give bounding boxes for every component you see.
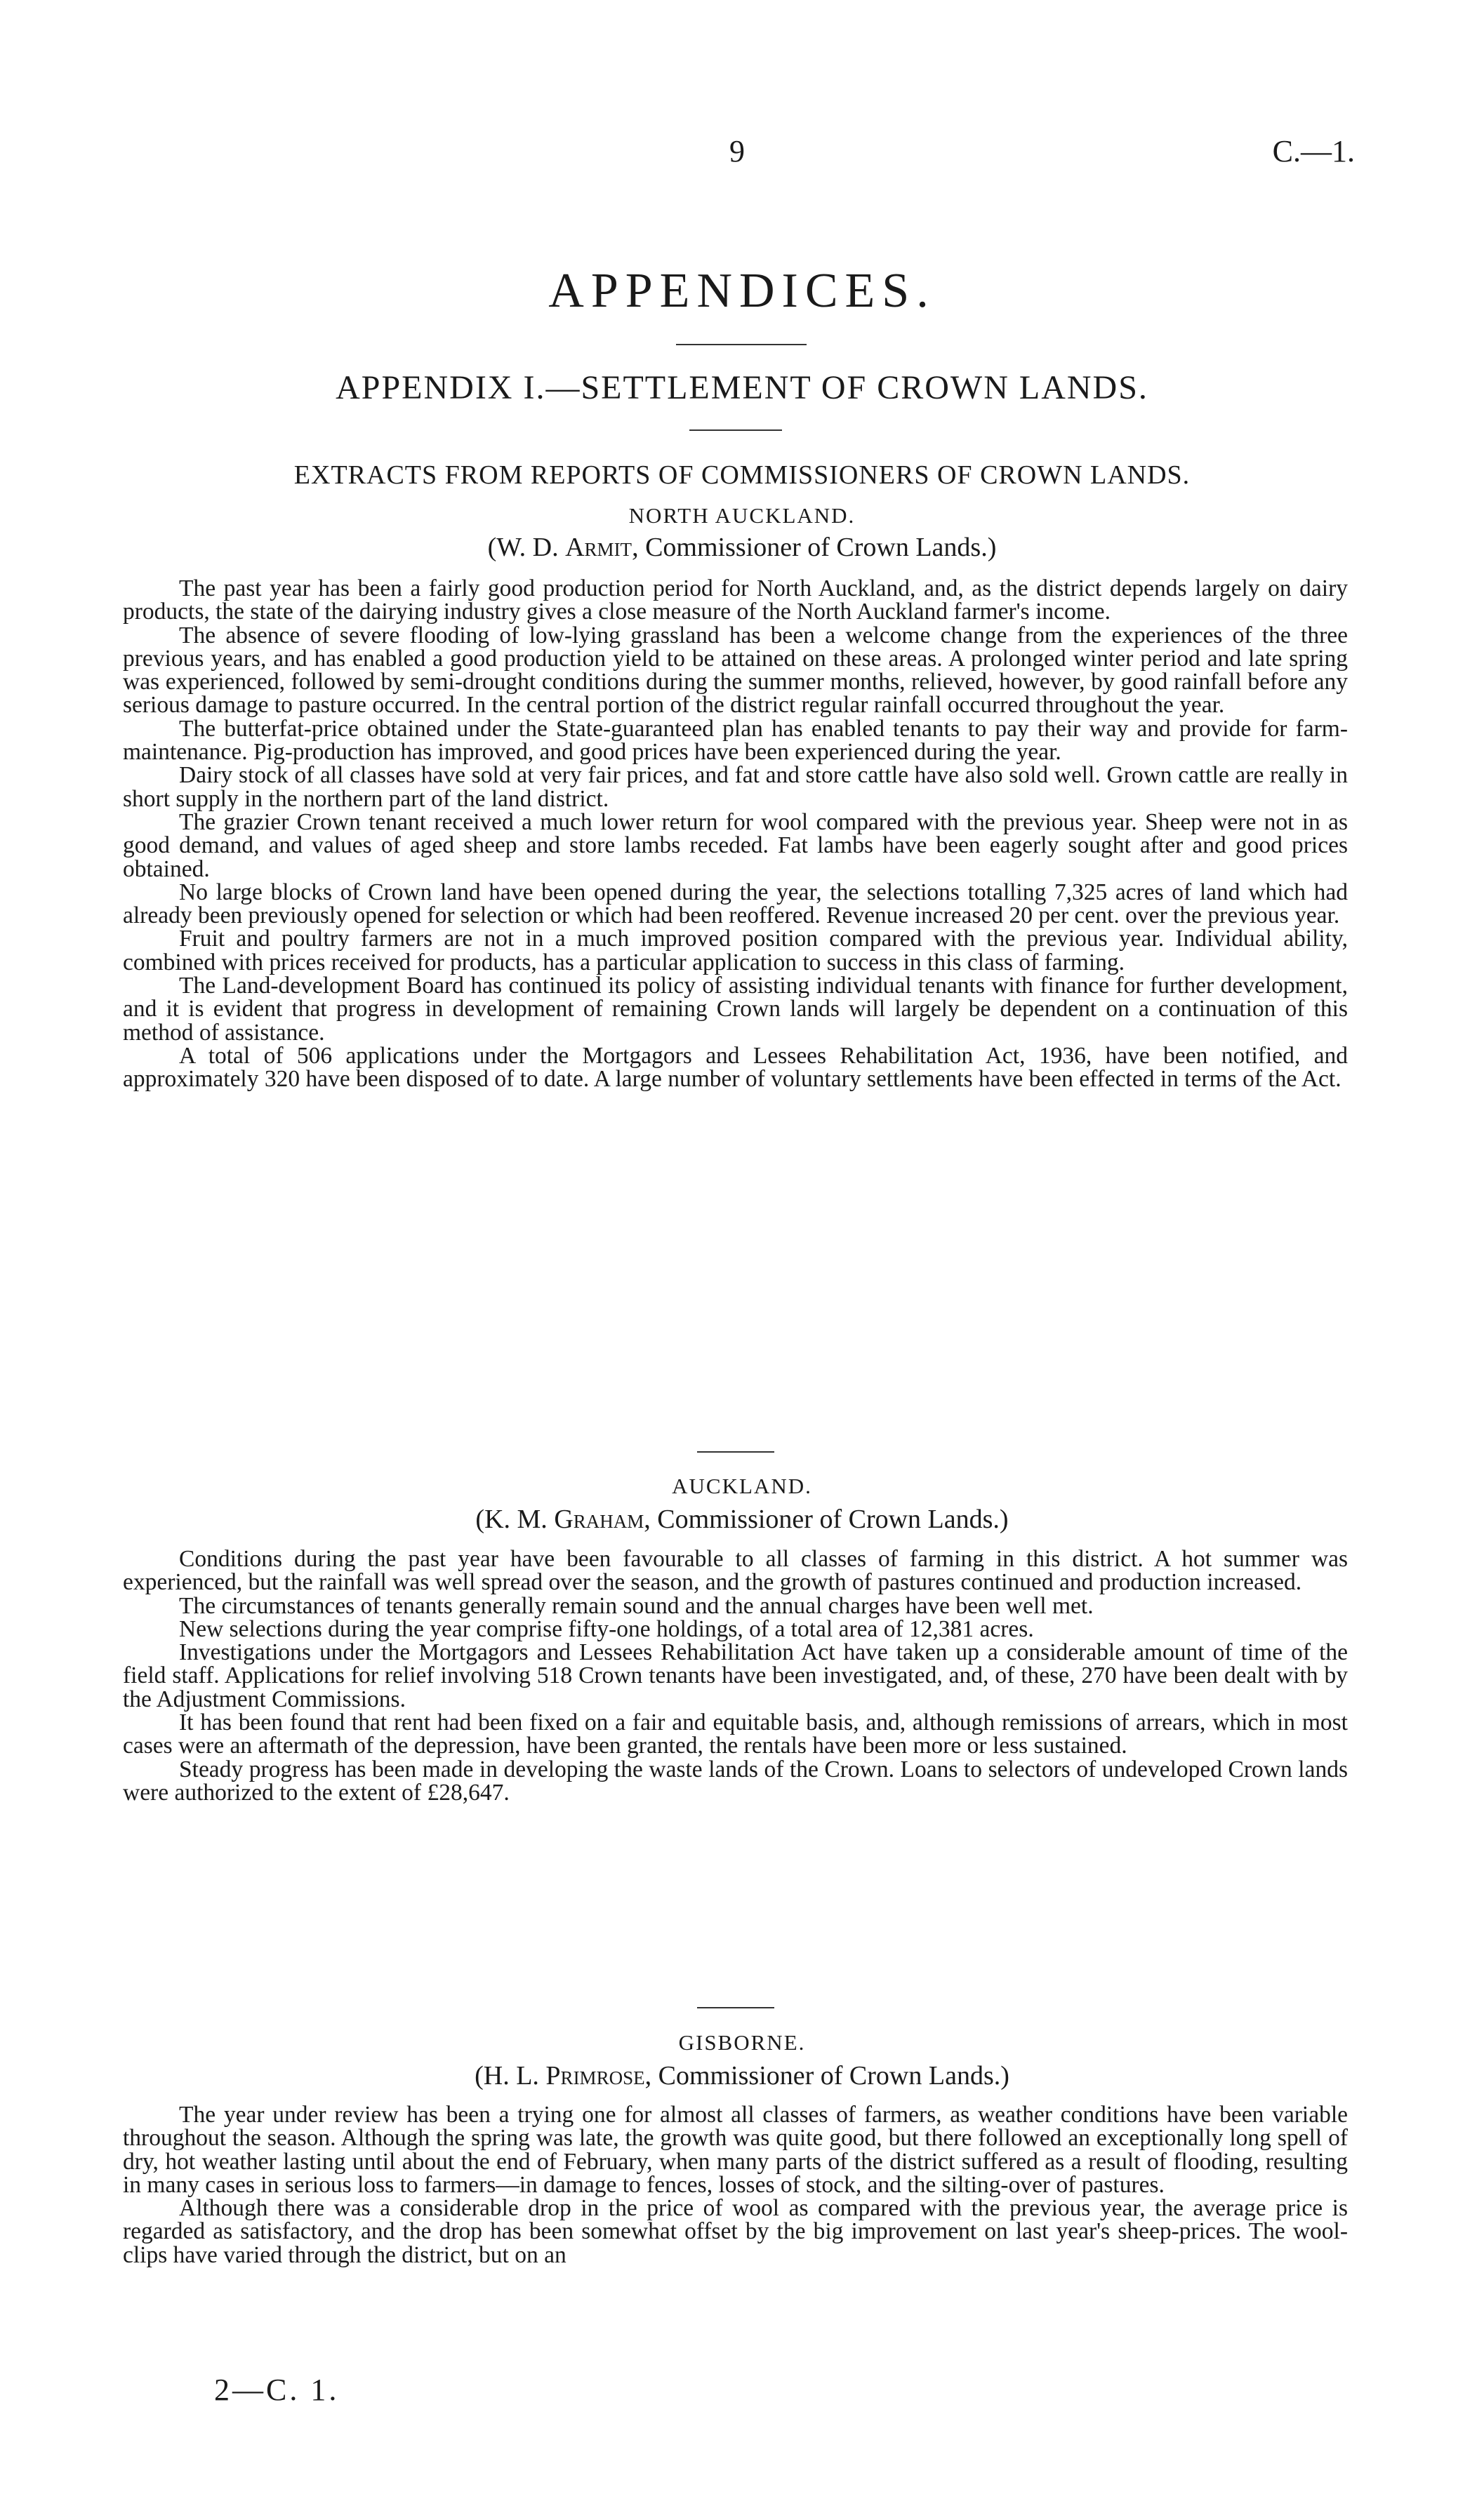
commissioner-prefix: (H. L. [475,2061,546,2091]
section-body-auckland [123,1547,1348,1804]
section-divider [697,1451,774,1453]
section-divider [697,2007,774,2008]
commissioner-title: , Commissioner of Crown Lands.) [644,1505,1009,1534]
paragraph: Steady progress has been made in developing the waste lands of the Crown. Loans to selectors of undeveloped Crown lands were authorized to the extent of £28,647. [123,1756,1348,1806]
paragraph: Dairy stock of all classes have sold at very fair prices, and fat and store cattle have also sold well. Grown cattle are really in short supply in the northern part of the land district. [123,762,1348,812]
page-number: 9 [729,134,745,168]
section-body-north-auckland [123,577,1348,1091]
section-body-gisborne [123,2103,1348,2267]
paragraph: It has been found that rent had been fixed on a fair and equitable basis, and, although remissions of arrears, which in most cases were an aftermath of the depression, have been granted, the rentals have been more or less sustained. [123,1709,1348,1759]
commissioner-name: Graham [554,1505,644,1534]
paragraph: The grazier Crown tenant received a much lower return for wool compared with the previous year. Sheep were not in as good demand, and values of aged sheep and store lambs receded. Fat lambs have been eagerly sought after and good prices obtained. [123,808,1348,882]
paragraph: Although there was a considerable drop in the price of wool as compared with the previous year, the average price is regarded as satisfactory, and the drop has been somewhat offset by the big improvement on last year's sheep-prices. The wool-clips have varied through the district, but on an [123,2195,1348,2268]
commissioner-line-gisborne [0,2060,1484,2091]
main-title: APPENDICES. [548,264,936,318]
extracts-title: EXTRACTS FROM REPORTS OF COMMISSIONERS OF CROWN LANDS. [293,460,1191,490]
paragraph: Conditions during the past year have been favourable to all classes of farming in this district. A hot summer was experienced, but the rainfall was well spread over the season, and the growth of pastures continued and production increased. [123,1546,1348,1596]
commissioner-line-north-auckland [0,532,1484,563]
footer-signature: 2—C. 1. [214,2373,340,2407]
commissioner-line-auckland [0,1504,1484,1535]
appendix-title: APPENDIX I.—SETTLEMENT OF CROWN LANDS. [336,369,1148,406]
paragraph: No large blocks of Crown land have been opened during the year, the selections totalling 7,325 acres of land which had already been previously opened for selection or which had been reoffered. Revenue increased 20 per cent. over the previous year. [123,879,1348,929]
appendix-rule [689,429,782,431]
commissioner-title: , Commissioner of Crown Lands.) [632,533,997,562]
paragraph: The circumstances of tenants generally remain sound and the annual charges have been well met. [179,1592,1094,1619]
paragraph: The past year has been a fairly good production period for North Auckland, and, as the district depends largely on dairy products, the state of the dairying industry gives a close measure of the North Auckland farmer's income. [123,575,1348,625]
paragraph: New selections during the year comprise fifty-one holdings, of a total area of 12,381 acres. [179,1615,1034,1642]
commissioner-name: Primrose [545,2061,645,2091]
paragraph: The absence of severe flooding of low-lying grassland has been a welcome change from the experiences of the three previous years, and has enabled a good production yield to be attained on these areas. A prolonged winter period and late spring was experienced, followed by semi-drought conditions during the summer months, relieved, however, by good rainfall before any serious damage to pasture occurred. In the central portion of the district regular rainfall occurred throughout the year. [123,622,1348,719]
title-rule [676,344,807,345]
paragraph: Fruit and poultry farmers are not in a much improved position compared with the previous year. Individual ability, combined with prices received for products, has a particular application to success in this class of farming. [123,926,1348,975]
document-code: C.—1. [1272,134,1355,168]
section-heading-auckland: AUCKLAND. [672,1474,812,1498]
commissioner-prefix: (W. D. [487,533,566,562]
commissioner-title: , Commissioner of Crown Lands.) [644,2061,1009,2091]
paragraph: A total of 506 applications under the Mortgagors and Lessees Rehabilitation Act, 1936, have been notified, and approximately 320 have been disposed of to date. A large number of voluntary settlements have been effected in terms of the Act. [123,1042,1348,1093]
paragraph: Investigations under the Mortgagors and Lessees Rehabilitation Act have taken up a considerable amount of time of the field staff. Applications for relief involving 518 Crown tenants have been investigated, and, of these, 270 have been dealt with by the Adjustment Commissions. [123,1639,1348,1712]
commissioner-prefix: (K. M. [475,1505,555,1534]
section-heading-north-auckland: NORTH AUCKLAND. [628,503,856,528]
paragraph: The year under review has been a trying one for almost all classes of farmers, as weather conditions have been variable throughout the season. Although the spring was late, the growth was quite good, but there followed an exceptionally long spell of dry, hot weather lasting until about the end of February, when many parts of the district suffered as a result of flooding, resulting in many cases in serious loss to farmers—in damage to fences, losses of stock, and the silting-over of pastures. [123,2102,1348,2198]
commissioner-name: Armit [565,533,632,562]
section-heading-gisborne: GISBORNE. [678,2030,806,2055]
paragraph: The Land-development Board has continued its policy of assisting individual tenants with finance for further development, and it is evident that progress in development of remaining Crown lands will largely be dependent on a continuation of this method of assistance. [123,973,1348,1046]
paragraph: The butterfat-price obtained under the State-guaranteed plan has enabled tenants to pay their way and provide for farm-maintenance. Pig-production has improved, and good prices have been experienced during the year. [123,715,1348,766]
